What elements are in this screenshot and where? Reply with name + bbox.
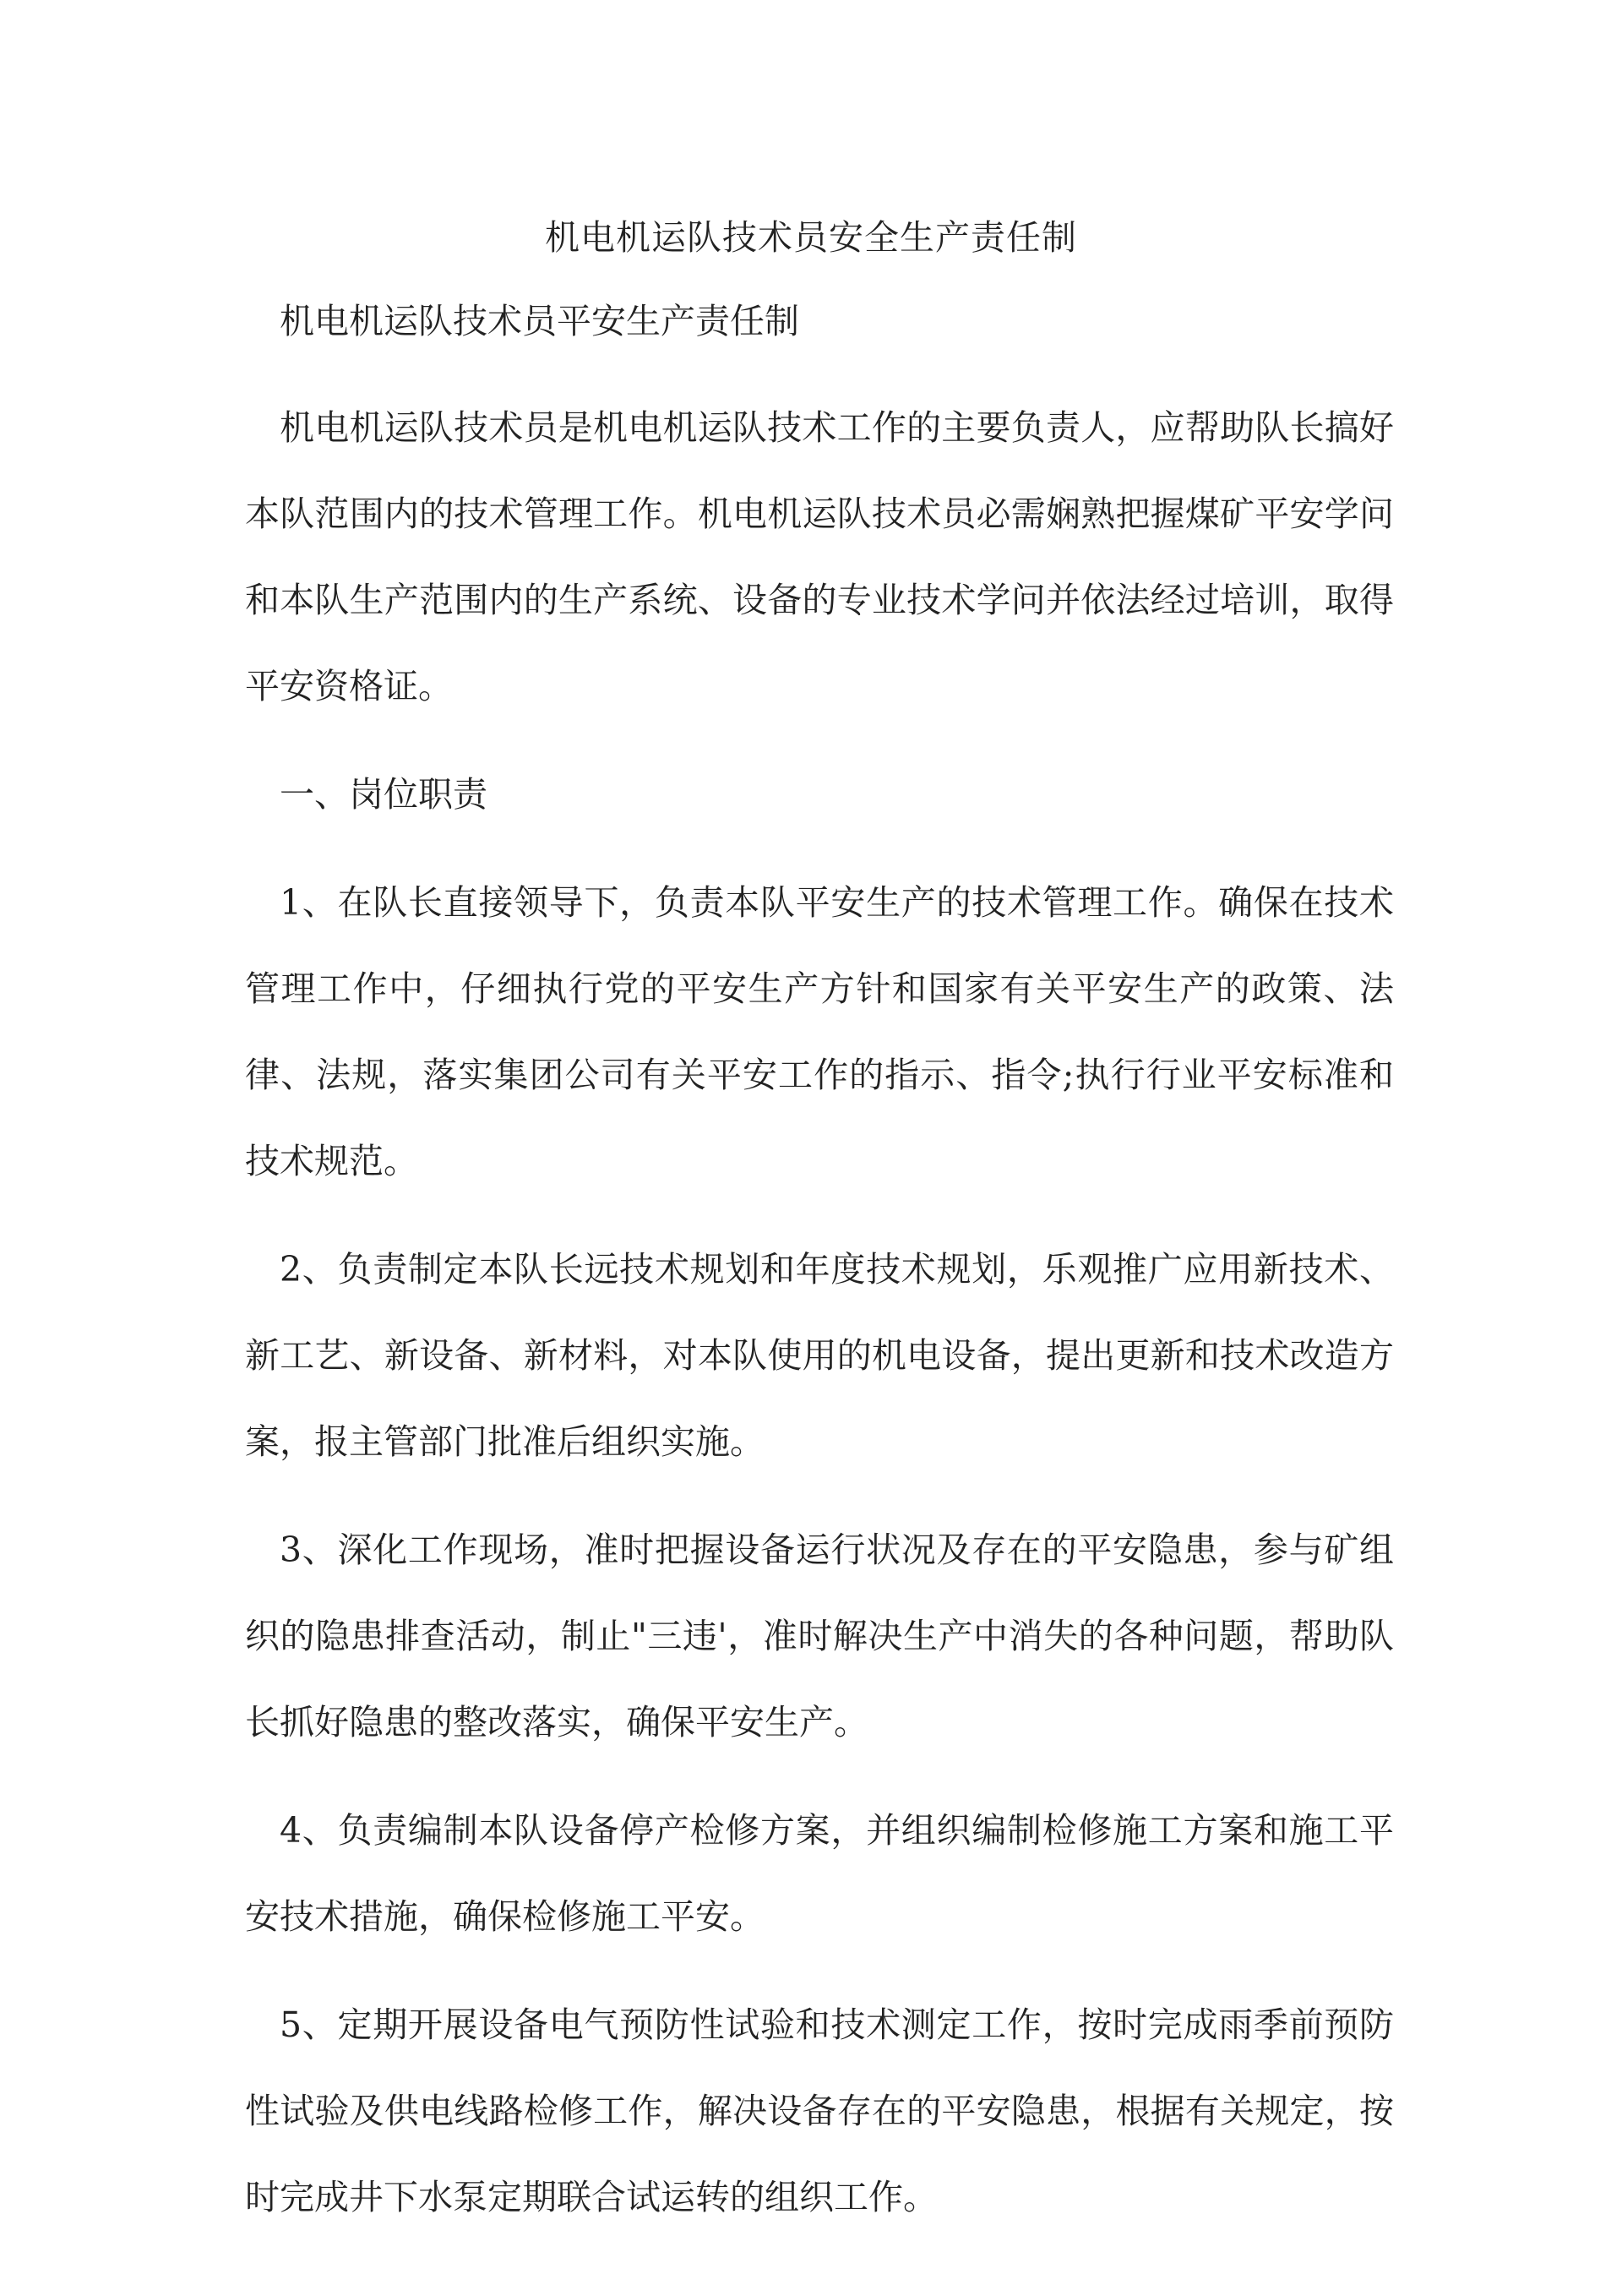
document-title: 机电机运队技术员安全生产责任制 bbox=[545, 217, 1077, 258]
paragraph-duty-5: 5、定期开展设备电气预防性试验和技术测定工作，按时完成雨季前预防性试验及供电线路检修工作，解决设备存在的平安隐患，根据有关规定，按时完成井下水泵定期联合试运转的组织工作。 bbox=[245, 2004, 1394, 2217]
paragraph-subtitle: 机电机运队技术员平安生产责任制 bbox=[280, 301, 799, 341]
paragraph-intro: 机电机运队技术员是机电机运队技术工作的主要负责人，应帮助队长搞好本队范围内的技术管理工作。机电机运队技术员必需娴熟把握煤矿平安学问和本队生产范围内的生产系统、设备的专业技术学问并依法经过培训，取得平安资格证。 bbox=[245, 407, 1394, 706]
paragraph-duty-4: 4、负责编制本队设备停产检修方案，并组织编制检修施工方案和施工平安技术措施，确保检修施工平安。 bbox=[245, 1810, 1394, 1937]
section-heading-duties: 一、岗位职责 bbox=[280, 774, 487, 815]
document-body bbox=[245, 292, 1394, 2262]
paragraph-duty-2: 2、负责制定本队长远技术规划和年度技术规划，乐观推广应用新技术、新工艺、新设备、新材料，对本队使用的机电设备，提出更新和技术改造方案，报主管部门批准后组织实施。 bbox=[245, 1249, 1394, 1462]
paragraph-duty-1: 1、在队长直接领导下，负责本队平安生产的技术管理工作。确保在技术管理工作中，仔细执行党的平安生产方针和国家有关平安生产的政策、法律、法规，落实集团公司有关平安工作的指示、指令;执行行业平安标准和技术规范。 bbox=[245, 882, 1394, 1181]
paragraph-duty-3: 3、深化工作现场，准时把握设备运行状况及存在的平安隐患，参与矿组织的隐患排查活动，制止"三违'，准时解决生产中消失的各种问题，帮助队长抓好隐患的整改落实，确保平安生产。 bbox=[245, 1530, 1394, 1742]
